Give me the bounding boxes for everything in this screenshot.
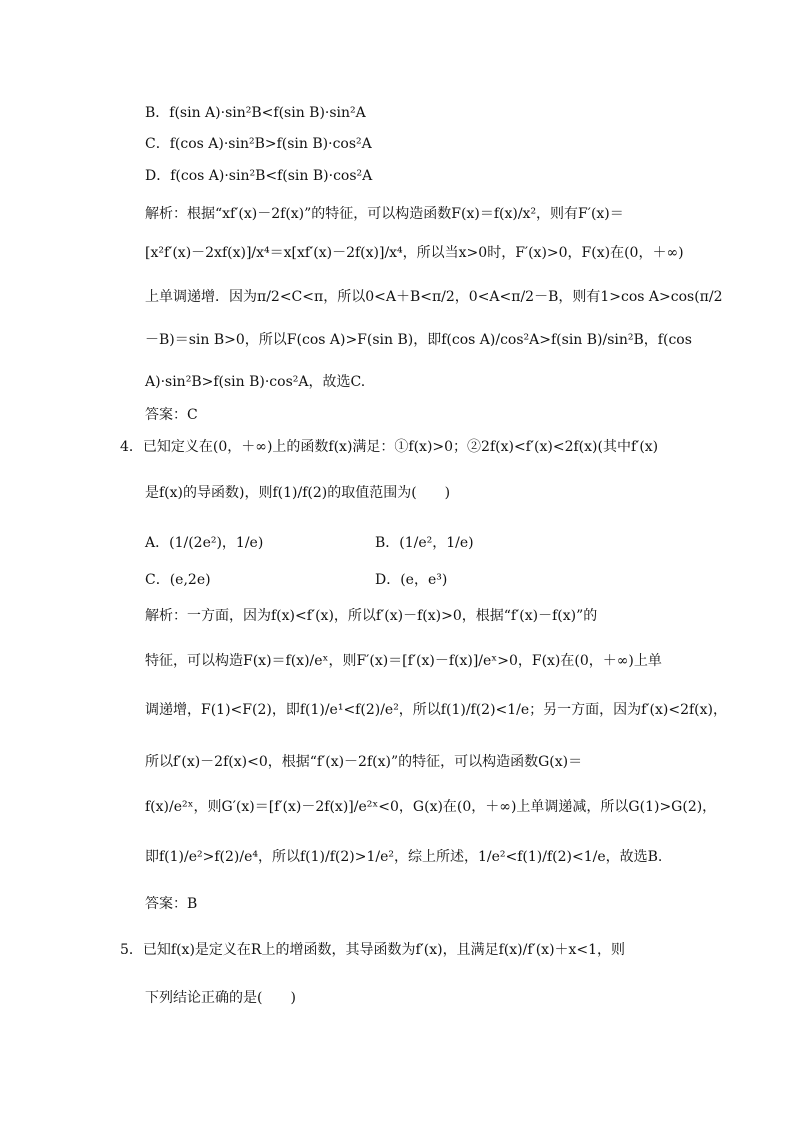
solution-4-line-6: 即f(1)/e²>f(2)/e⁴，所以f(1)/f(2)>1/e²，综上所述，1/e²<f(1)/f(2)<1/e，故选B. xyxy=(145,849,663,865)
solution-3-line-1: 解析：根据“xf′(x)－2f(x)”的特征，可以构造函数F(x)＝f(x)/x²，则有F′(x)＝ xyxy=(145,206,624,222)
option-b-previous: B．f(sin A)·sin²B<f(sin B)·sin²A xyxy=(145,105,366,121)
q4-option-b: B．(1/e²，1/e) xyxy=(375,535,474,551)
question-5-line-2: 下列结论正确的是( ) xyxy=(145,990,296,1006)
option-d-previous: D．f(cos A)·sin²B<f(sin B)·cos²A xyxy=(145,168,373,184)
question-4-line-1: 4．已知定义在(0，＋∞)上的函数f(x)满足：①f(x)>0；②2f(x)<f′(x)<2f(x)(其中f′(x) xyxy=(120,439,659,455)
solution-3-line-4: －B)＝sin B>0，所以F(cos A)>F(sin B)，即f(cos A)/cos²A>f(sin B)/sin²B，f(cos xyxy=(145,332,692,348)
answer-4: 答案：B xyxy=(145,896,198,912)
solution-4-line-4: 所以f′(x)－2f(x)<0，根据“f′(x)－2f(x)”的特征，可以构造函数G(x)＝ xyxy=(145,754,583,770)
q4-option-a: A．(1/(2e²)，1/e) xyxy=(145,535,264,551)
solution-3-line-5: A)·sin²B>f(sin B)·cos²A，故选C. xyxy=(145,374,366,390)
question-5-line-1: 5．已知f(x)是定义在R上的增函数，其导函数为f′(x)，且满足f(x)/f′(x)＋x<1，则 xyxy=(120,942,626,958)
solution-4-line-3: 调递增，F(1)<F(2)，即f(1)/e¹<f(2)/e²，所以f(1)/f(2)<1/e；另一方面，因为f′(x)<2f(x)， xyxy=(145,702,728,718)
question-4-line-2: 是f(x)的导函数)，则f(1)/f(2)的取值范围为( ) xyxy=(145,485,451,501)
solution-4-line-2: 特征，可以构造F(x)＝f(x)/eˣ，则F′(x)＝[f′(x)－f(x)]/eˣ>0，F(x)在(0，＋∞)上单 xyxy=(145,653,662,669)
q4-option-c: C．(e,2e) xyxy=(145,572,211,588)
solution-3-line-2: [x²f′(x)－2xf(x)]/x⁴＝x[xf′(x)－2f(x)]/x⁴，所以当x>0时，F′(x)>0，F(x)在(0，＋∞) xyxy=(145,245,684,261)
option-c-previous: C．f(cos A)·sin²B>f(sin B)·cos²A xyxy=(145,136,372,152)
answer-3: 答案：C xyxy=(145,407,198,423)
solution-4-line-1: 解析：一方面，因为f(x)<f′(x)，所以f′(x)－f(x)>0，根据“f′(x)－f(x)”的 xyxy=(145,608,598,624)
q4-option-d: D．(e，e³) xyxy=(375,572,448,588)
solution-3-line-3: 上单调递增．因为π/2<C<π，所以0<A＋B<π/2，0<A<π/2－B，则有1>cos A>cos(π/2 xyxy=(145,289,723,305)
solution-4-line-5: f(x)/e²ˣ，则G′(x)＝[f′(x)－2f(x)]/e²ˣ<0，G(x)在(0，＋∞)上单调递减，所以G(1)>G(2)， xyxy=(145,799,717,815)
